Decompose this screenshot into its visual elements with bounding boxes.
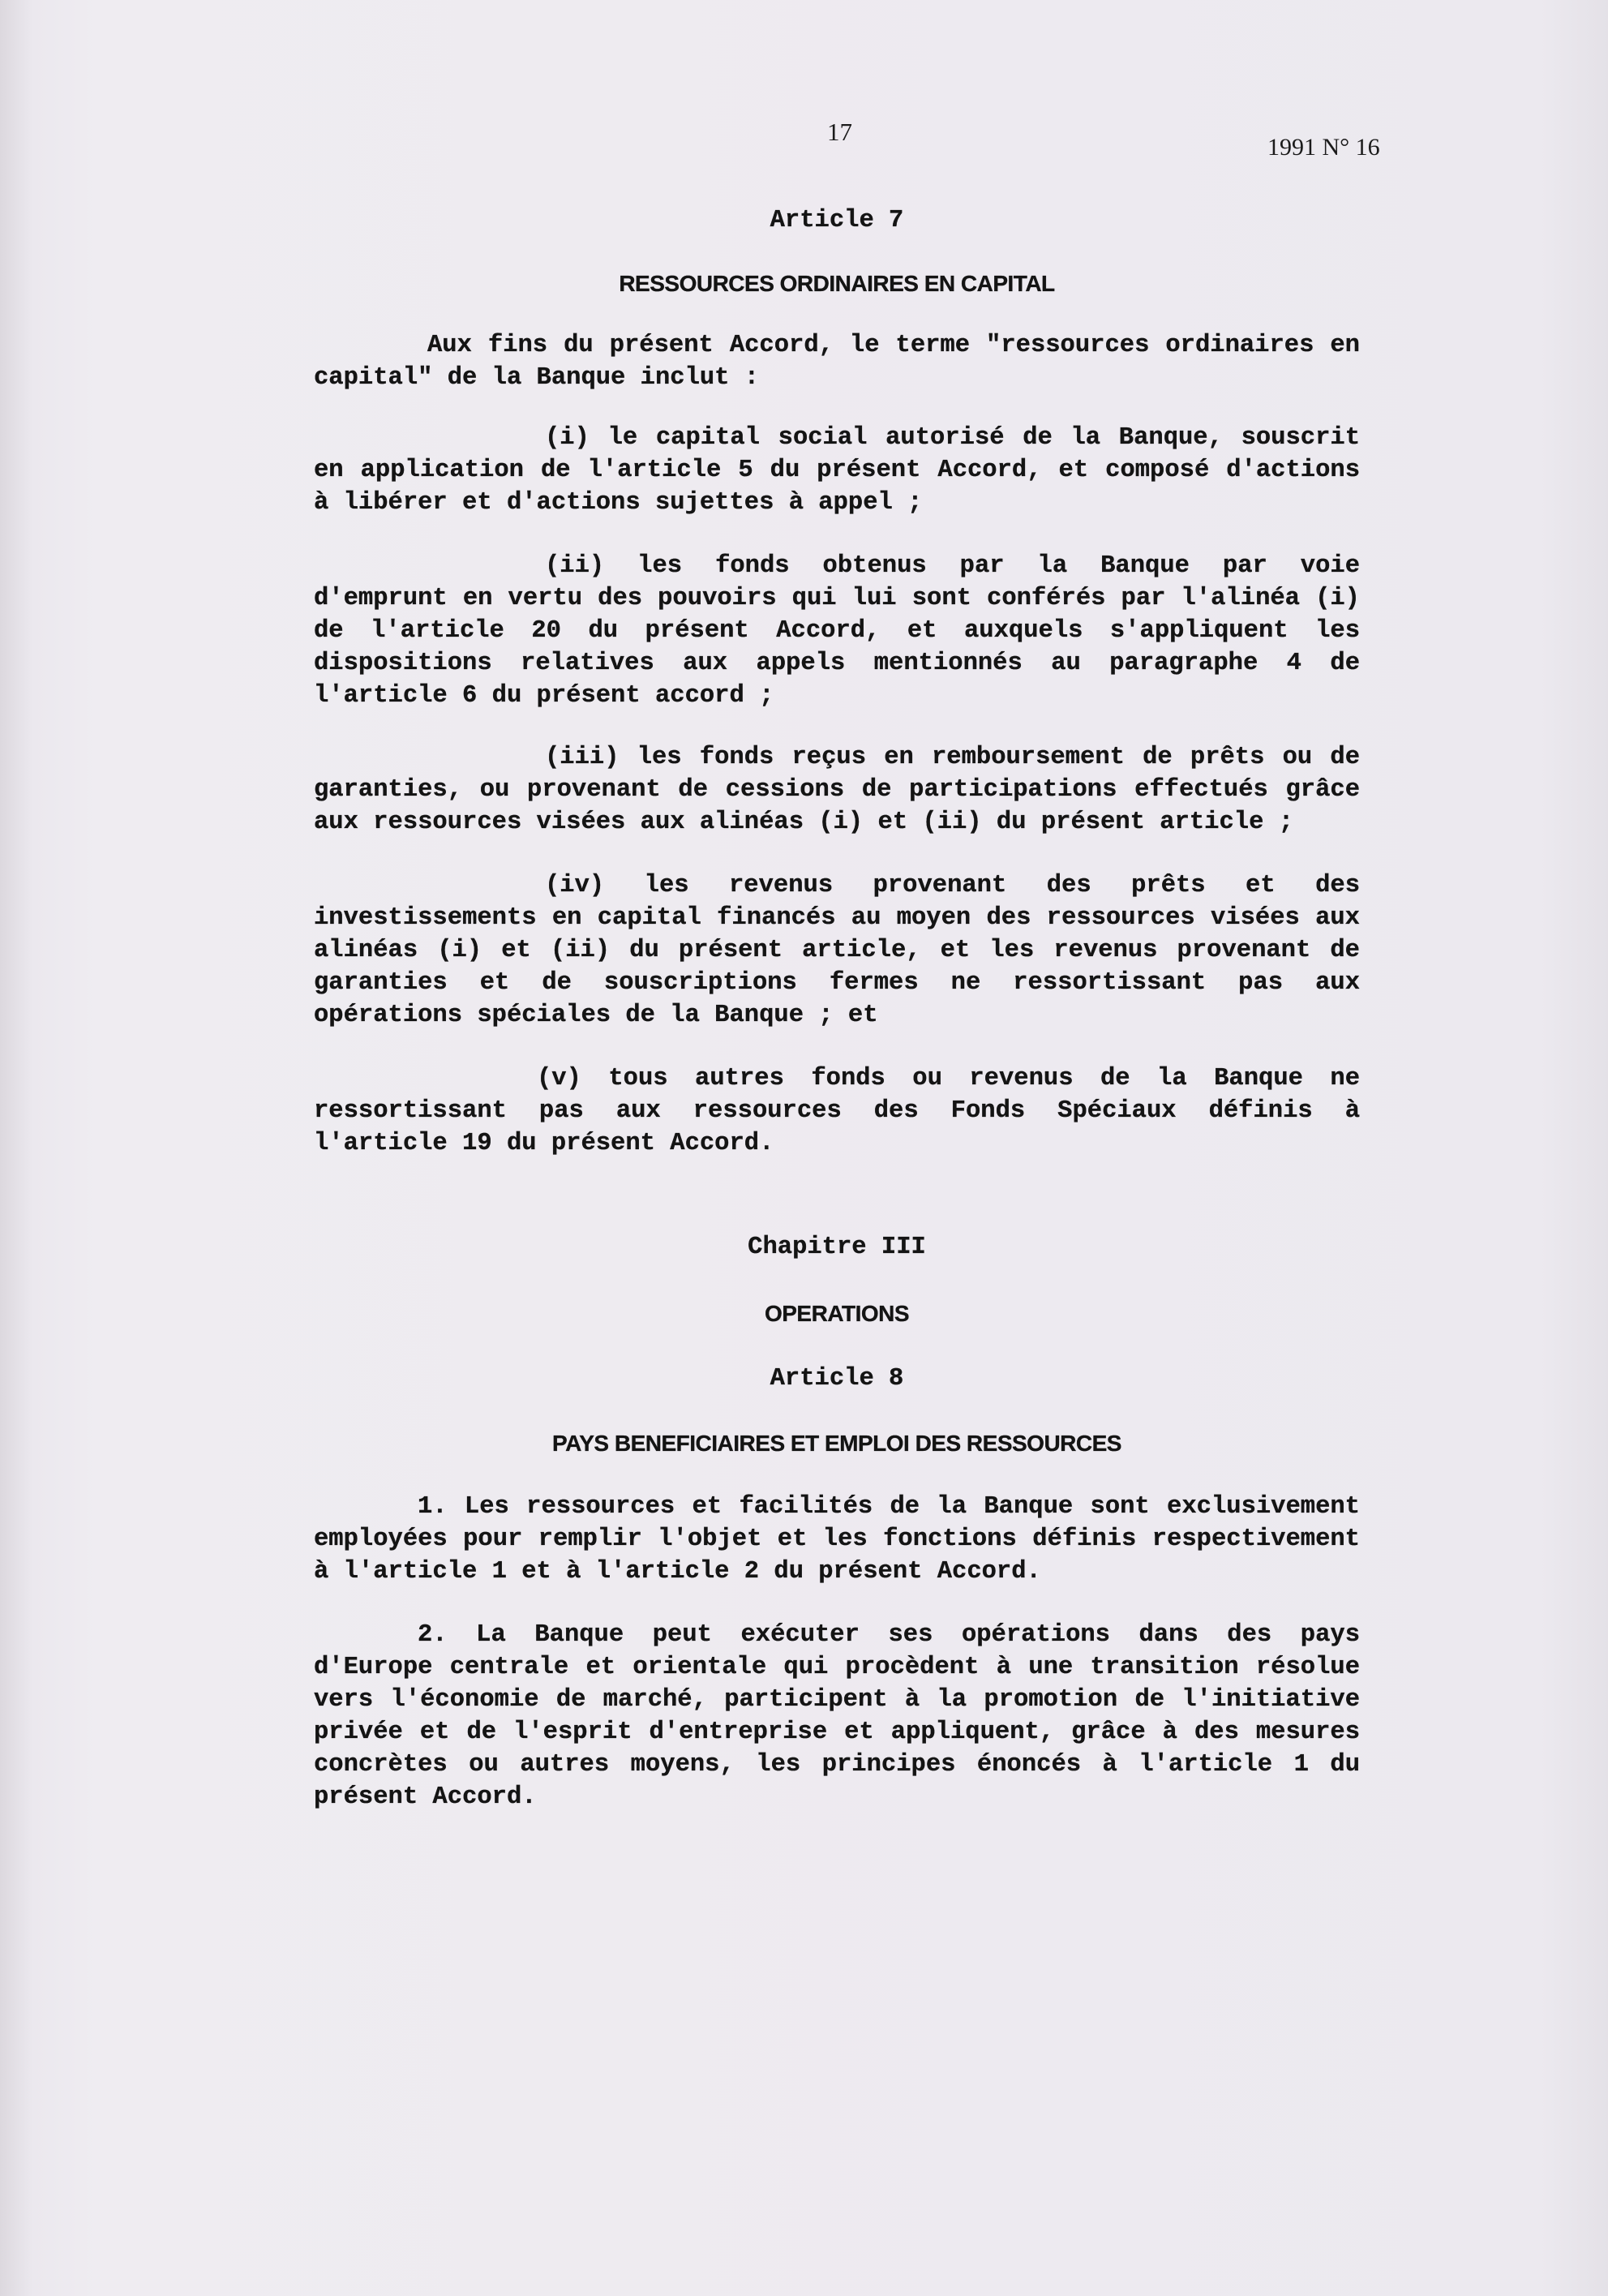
chapter-title: Chapitre III — [748, 1234, 926, 1261]
article-8-subtitle: PAYS BENEFICIAIRES ET EMPLOI DES RESSOURCES — [552, 1431, 1121, 1456]
gazette-reference: 1991 N° 16 — [1267, 134, 1380, 161]
article-7-item-iii: (iii) les fonds reçus en remboursement de prêts ou de garanties, ou provenant de cessions de participations effectués grâce aux ressources visées aux alinéas (i) et (ii) du présent article ; — [314, 744, 1360, 836]
article-7-title: Article 7 — [770, 207, 904, 234]
article-7-item-v: (v) tous autres fonds ou revenus de la Banque ne ressortissant pas aux ressources des Fonds Spéciaux définis à l'article 19 du présent Accord. — [314, 1065, 1360, 1157]
article-7-intro: Aux fins du présent Accord, le terme "ressources ordinaires en capital" de la Banque inclut : — [314, 332, 1360, 392]
chapter-subtitle: OPERATIONS — [764, 1301, 910, 1326]
article-7-item-iv: (iv) les revenus provenant des prêts et des investissements en capital financés au moyen des ressources visées aux alinéas (i) et (ii) du présent article, et les revenus provenant de garanties et de souscriptions fermes ne ressortissant pas aux opérations spéciales de la Banque ; et — [314, 872, 1360, 1029]
page-number: 17 — [827, 118, 852, 146]
article-7-subtitle: RESSOURCES ORDINAIRES EN CAPITAL — [619, 271, 1055, 296]
article-8-title: Article 8 — [770, 1365, 904, 1393]
document-body — [314, 203, 1360, 1813]
article-7-item-i: (i) le capital social autorisé de la Banque, souscrit en application de l'article 5 du présent Accord, et composé d'actions à libérer et d'actions sujettes à appel ; — [314, 424, 1360, 517]
article-8-paragraph-2: 2. La Banque peut exécuter ses opérations dans des pays d'Europe centrale et orientale qui procèdent à une transition résolue vers l'économie de marché, participent à la promotion de l'initiative privée et de l'esprit d'entreprise et appliquent, grâce à des mesures concrètes ou autres moyens, les principes énoncés à l'article 1 du présent Accord. — [314, 1621, 1360, 1811]
article-8-paragraph-1: 1. Les ressources et facilités de la Banque sont exclusivement employées pour remplir l'objet et les fonctions définis respectivement à l'article 1 et à l'article 2 du présent Accord. — [314, 1493, 1360, 1586]
article-7-item-ii: (ii) les fonds obtenus par la Banque par voie d'emprunt en vertu des pouvoirs qui lui sont conférés par l'alinéa (i) de l'article 20 du présent Accord, et auxquels s'appliquent les dispositions relatives aux appels mentionnés au paragraphe 4 de l'article 6 du présent accord ; — [314, 552, 1360, 710]
